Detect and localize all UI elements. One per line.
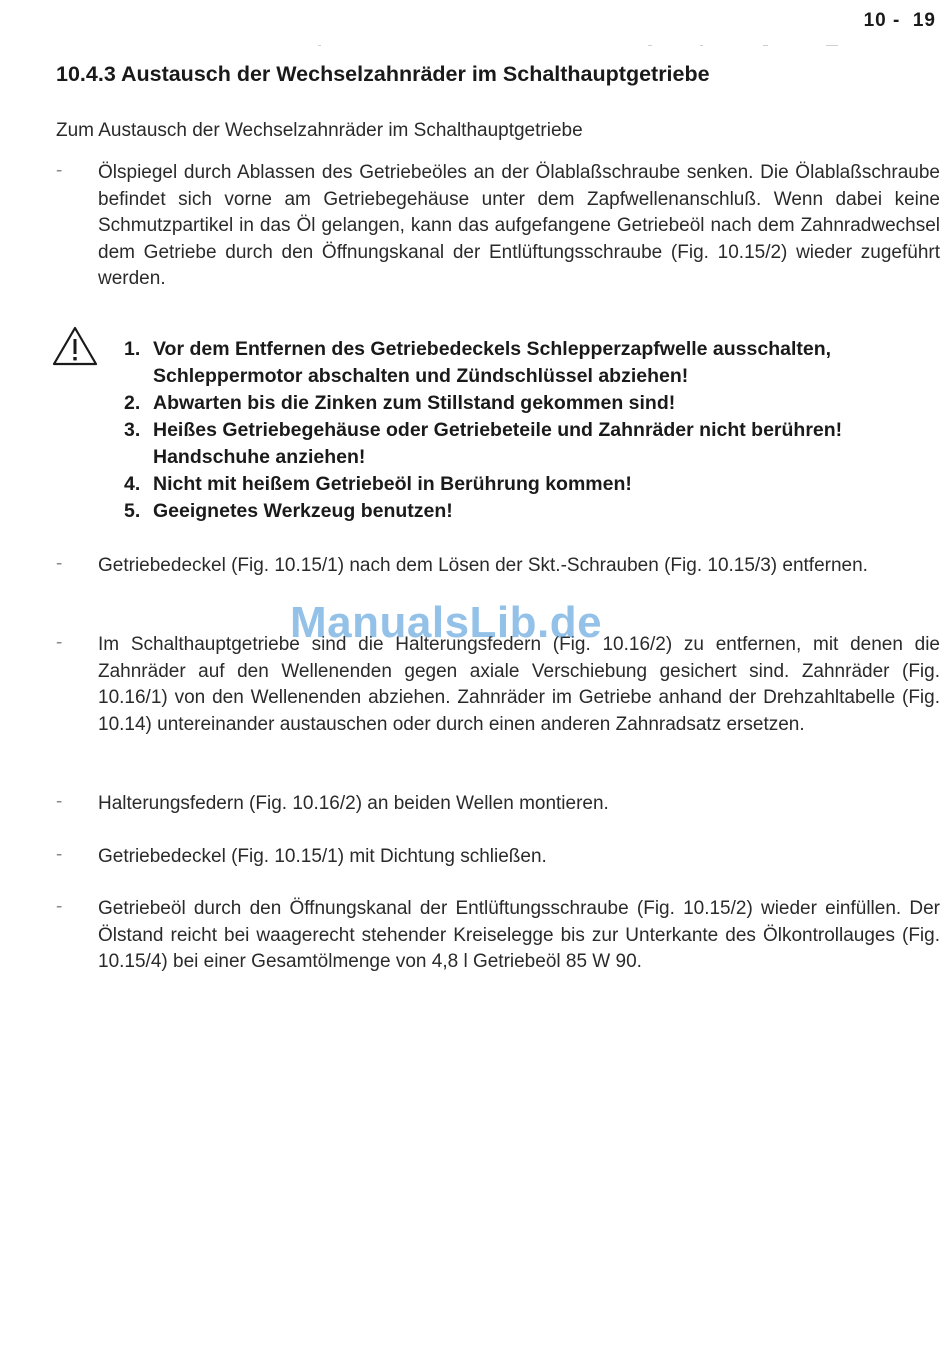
scan-speck (700, 45, 703, 46)
watermark-link[interactable]: ManualsLib.de (290, 598, 603, 647)
step-text: Ölspiegel durch Ablassen des Getriebeöles an der Ölablaßschraube senken. Die Ölablaßschraube befindet sich vorne am Getriebegehäuse unter dem Zapfwellenanschluß. Wenn dabei keine Schmutzpartikel in das Öl gelangen, kann das aufgefangene Getriebeöl nach dem Zahnradwechsel dem Getriebe durch den Öffnungskanal der Entlüftungsschraube (Fig. 10.15/2) wieder zugeführt werden. (98, 162, 940, 289)
section-heading: 10.4.3 Austausch der Wechselzahnräder im Schalthauptgetriebe (56, 62, 710, 86)
warning-item-number: 4. (124, 473, 141, 495)
bullet-dash: - (56, 791, 63, 812)
bullet-dash: - (56, 632, 63, 653)
warning-item-text: Heißes Getriebegehäuse oder Getriebeteile und Zahnräder nicht berühren! Handschuhe anziehen! (153, 419, 843, 468)
warning-item-number: 5. (124, 500, 141, 522)
warning-item-text: Nicht mit heißem Getriebeöl in Berührung kommen! (153, 473, 632, 495)
step-text: Getriebedeckel (Fig. 10.15/1) mit Dichtung schließen. (98, 846, 547, 867)
warning-item (124, 471, 944, 498)
bullet-dash: - (56, 844, 63, 865)
warning-list (124, 336, 944, 525)
section-intro: Zum Austausch der Wechselzahnräder im Schalthauptgetriebe (56, 120, 583, 141)
warning-triangle-icon (52, 326, 98, 366)
warning-item (124, 417, 944, 471)
scan-speck (648, 45, 652, 46)
warning-item-number: 1. (124, 338, 141, 360)
warning-item-number: 2. (124, 392, 141, 414)
warning-item (124, 390, 944, 417)
warning-item-text: Geeignetes Werkzeug benutzen! (153, 500, 453, 522)
page-number: 10 - 19 (863, 10, 936, 31)
step-text: Halterungsfedern (Fig. 10.16/2) an beiden Wellen montieren. (98, 793, 609, 814)
bullet-dash: - (56, 160, 63, 181)
step-text: Getriebedeckel (Fig. 10.15/1) nach dem Lösen der Skt.-Schrauben (Fig. 10.15/3) entfernen. (98, 555, 868, 576)
warning-item (124, 498, 944, 525)
warning-item-number: 3. (124, 419, 141, 441)
scan-speck (826, 45, 838, 46)
step-text: Getriebeöl durch den Öffnungskanal der Entlüftungsschraube (Fig. 10.15/2) wieder einfüllen. Der Ölstand reicht bei waagerecht stehender Kreiselegge bis zur Unterkante des Ölkontrollauges (Fig. 10.15/4) bei einer Gesamtölmenge von 4,8 l Getriebeöl 85 W 90. (98, 898, 940, 972)
warning-item-text: Vor dem Entfernen des Getriebedeckels Schlepperzapfwelle ausschalten, Schleppermotor abschalten und Zündschlüssel abziehen! (153, 338, 832, 387)
bullet-dash: - (56, 896, 63, 917)
warning-item-text: Abwarten bis die Zinken zum Stillstand gekommen sind! (153, 392, 676, 414)
step-text: Im Schalthauptgetriebe sind die Halterungsfedern (Fig. 10.16/2) zu entfernen, mit denen die Zahnräder auf den Wellenenden gegen axiale Verschiebung gesichert sind. Zahnräder (Fig. 10.16/1) von den Wellenenden abziehen. Zahnräder im Getriebe anhand der Drehzahltabelle (Fig. 10.14) untereinander austauschen oder durch einen anderen Zahnradsatz ersetzen. (98, 634, 940, 735)
warning-item (124, 336, 944, 390)
scan-speck (763, 45, 768, 46)
scan-speck (318, 45, 321, 46)
bullet-dash: - (56, 553, 63, 574)
